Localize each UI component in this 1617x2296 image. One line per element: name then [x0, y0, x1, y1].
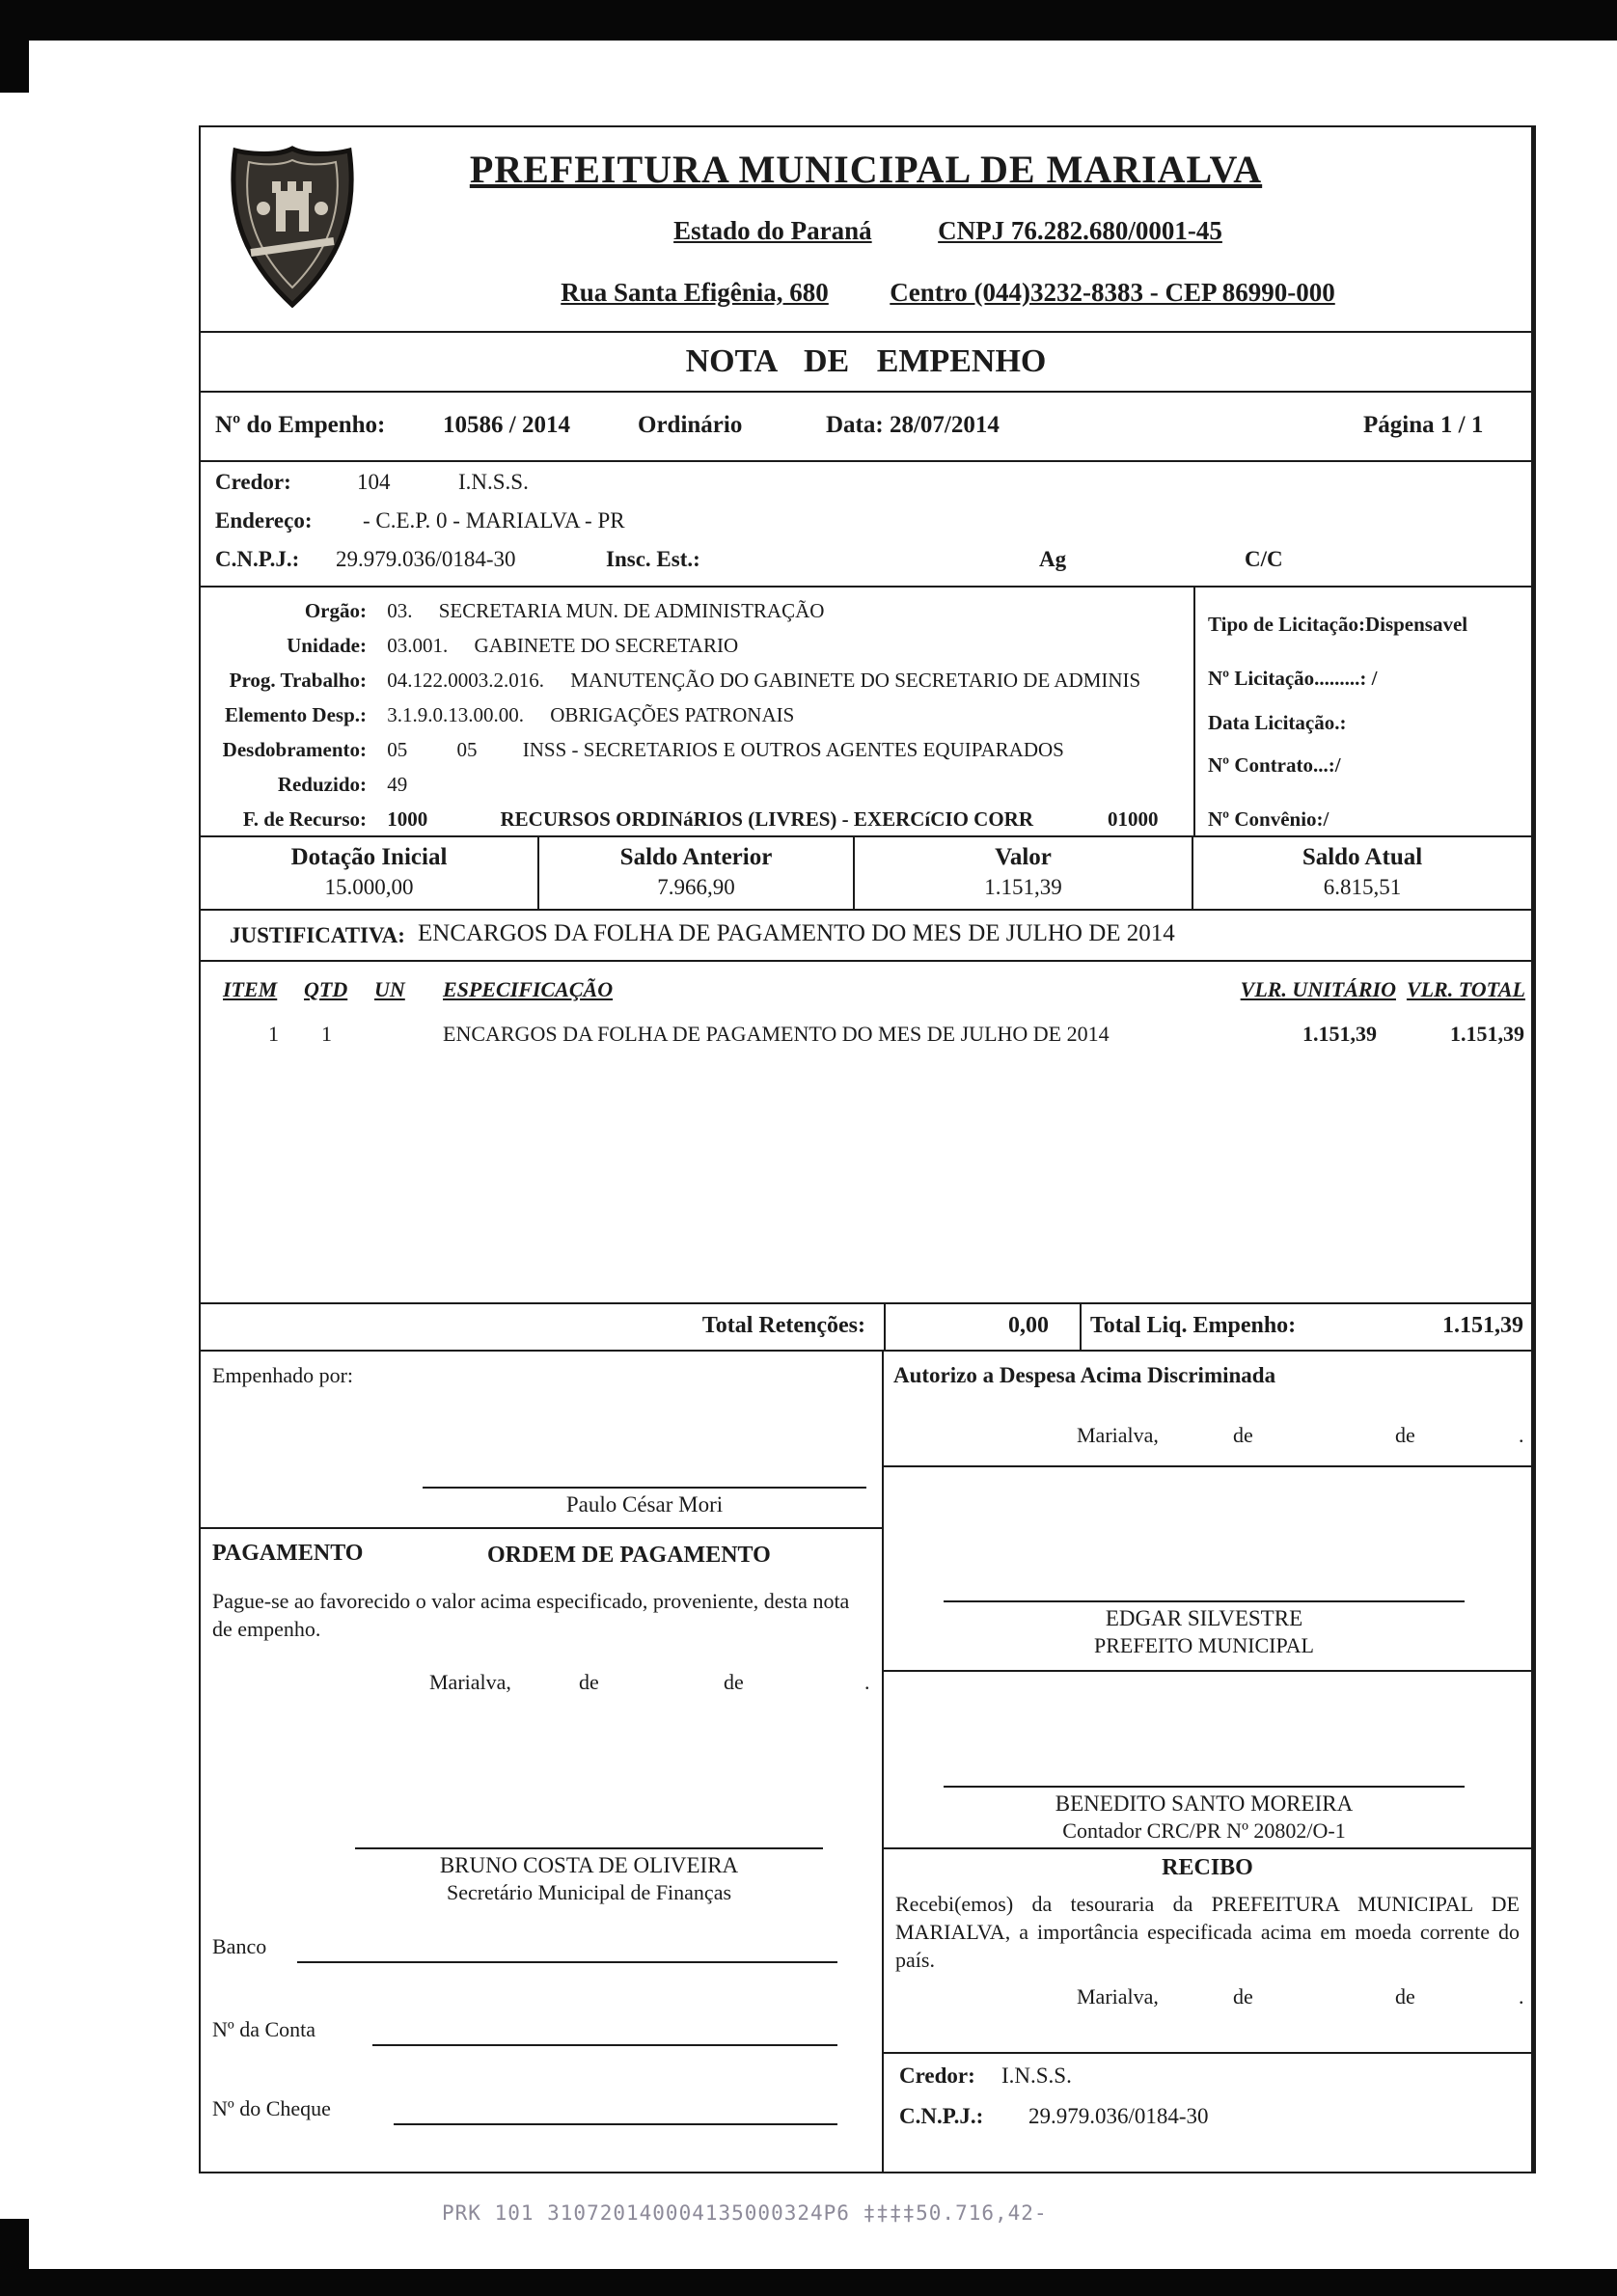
amount-col-saldo-atual — [1193, 837, 1531, 909]
header-address: Rua Santa Efigênia, 680 — [561, 278, 829, 307]
empenhado-label: Empenhado por: — [212, 1363, 354, 1387]
mayor-name: EDGAR SILVESTRE — [1105, 1606, 1303, 1630]
finance-title: Secretário Municipal de Finanças — [446, 1880, 732, 1904]
auth-box-top — [884, 1465, 1531, 1467]
doc-title-row — [201, 333, 1531, 393]
header-contact: Centro (044)3232-8383 - CEP 86990-000 — [890, 278, 1335, 307]
recibo-credor-value: I.N.S.S. — [1001, 2064, 1072, 2088]
budget-row-elemento — [201, 697, 1187, 732]
city-recibo: Marialva, — [1077, 1984, 1159, 2009]
reduzido-label: Reduzido: — [277, 773, 367, 796]
ag-label: Ag — [1039, 547, 1067, 571]
de2-left: de — [724, 1670, 744, 1694]
retencoes-value: 0,00 — [1008, 1313, 1049, 1338]
cheque-line — [394, 2123, 837, 2125]
recibo-credor-label: Credor: — [899, 2064, 975, 2088]
scan-artifact-bottom-left — [0, 2219, 29, 2296]
recibo-cnpj-label: C.N.P.J.: — [899, 2104, 984, 2128]
items-table — [201, 962, 1531, 1304]
col-qtd: QTD — [304, 977, 348, 1001]
ordem-title: ORDEM DE PAGAMENTO — [487, 1543, 771, 1568]
scan-artifact-top-left — [0, 0, 29, 93]
de1-auth: de — [1233, 1423, 1253, 1447]
recibo-box-top — [884, 1847, 1531, 1849]
retencoes-label: Total Retenções: — [701, 1313, 865, 1338]
orgao-label: Orgão: — [304, 599, 367, 622]
col-item: ITEM — [223, 977, 278, 1001]
col-vlr-total: VLR. TOTAL — [1406, 977, 1525, 1001]
org-name: PREFEITURA MUNICIPAL DE MARIALVA — [469, 148, 1263, 191]
budget-row-desdobramento — [201, 732, 1187, 767]
empenhado-signature-line — [423, 1487, 866, 1489]
empenho-label: Nº do Empenho: — [215, 412, 386, 438]
cnpj-value: 29.979.036/0184-30 — [336, 547, 516, 571]
recibo-cnpj-value: 29.979.036/0184-30 — [1028, 2104, 1209, 2128]
licitacao-convenio: Nº Convênio:/ — [1208, 807, 1329, 831]
cc-label: C/C — [1245, 547, 1283, 571]
desdobramento-code2: 05 — [456, 738, 478, 761]
budget-row-unidade — [201, 628, 1187, 663]
item-qtd: 1 — [321, 1022, 332, 1046]
signatures-right-column — [884, 1352, 1531, 2172]
unidade-text: GABINETE DO SECRETARIO — [474, 634, 739, 657]
doc-title: NOTA DE EMPENHO — [685, 343, 1047, 379]
budget-row-recurso — [201, 802, 1187, 836]
form-header — [201, 127, 1531, 333]
amount-col-saldo-anterior — [539, 837, 855, 909]
unidade-code: 03.001. — [387, 634, 449, 657]
desdobramento-code: 05 — [387, 738, 408, 761]
scan-artifact-top-bar — [0, 0, 1617, 41]
signatures-left-column — [201, 1352, 884, 2172]
reduzido-code: 49 — [387, 773, 408, 796]
conta-label: Nº da Conta — [212, 2017, 316, 2041]
header-cnpj: CNPJ 76.282.680/0001-45 — [938, 216, 1222, 245]
de1-left: de — [579, 1670, 599, 1694]
valor-value: 1.151,39 — [984, 875, 1062, 899]
col-vlr-unit: VLR. UNITÁRIO — [1240, 977, 1396, 1001]
budget-row-prog — [201, 663, 1187, 697]
saldo-atual-label: Saldo Atual — [1302, 844, 1423, 870]
justificativa-label: JUSTIFICATIVA: — [230, 923, 405, 947]
dot-recibo: . — [1519, 1984, 1524, 2009]
autorizo-text: Autorizo a Despesa Acima Discriminada — [893, 1363, 1276, 1387]
finance-signature-line — [355, 1847, 823, 1849]
mayor-title: PREFEITO MUNICIPAL — [1094, 1633, 1314, 1657]
contador-signature-line — [944, 1786, 1465, 1788]
liq-label: Total Liq. Empenho: — [1090, 1313, 1297, 1338]
elemento-label: Elemento Desp.: — [225, 703, 367, 726]
contador-box-top — [884, 1670, 1531, 1672]
amounts-table — [201, 837, 1531, 911]
empenho-page: Página 1 / 1 — [1363, 412, 1484, 438]
de2-recibo: de — [1395, 1984, 1415, 2009]
elemento-code: 3.1.9.0.13.00.00. — [387, 703, 524, 726]
banco-line — [297, 1961, 837, 1963]
licitacao-numero: Nº Licitação.........: / — [1208, 667, 1378, 690]
licitacao-data: Data Licitação.: — [1208, 711, 1347, 734]
contador-name: BENEDITO SANTO MOREIRA — [1055, 1791, 1354, 1816]
prog-label: Prog. Trabalho: — [229, 669, 367, 692]
mayor-signature-line — [944, 1600, 1465, 1602]
conta-line — [372, 2044, 837, 2046]
orgao-text: SECRETARIA MUN. DE ADMINISTRAÇÃO — [438, 599, 825, 622]
saldo-anterior-value: 7.966,90 — [657, 875, 735, 899]
liq-value: 1.151,39 — [1442, 1313, 1523, 1338]
item-vlr-total: 1.151,39 — [1450, 1022, 1524, 1046]
recibo-credor-divider — [884, 2052, 1531, 2054]
credor-name: I.N.S.S. — [458, 470, 529, 494]
pagamento-title: PAGAMENTO — [212, 1541, 364, 1566]
justificativa-row — [201, 911, 1531, 962]
col-un: UN — [374, 977, 405, 1001]
totals-divider-2 — [1080, 1304, 1082, 1350]
endereco-value: - C.E.P. 0 - MARIALVA - PR — [363, 508, 625, 533]
insc-label: Insc. Est.: — [606, 547, 700, 571]
contador-title: Contador CRC/PR Nº 20802/O-1 — [1062, 1818, 1346, 1843]
saldo-anterior-label: Saldo Anterior — [619, 844, 773, 870]
empenho-type: Ordinário — [638, 412, 743, 438]
empenho-row — [201, 393, 1531, 462]
header-line2 — [365, 216, 1531, 246]
saldo-atual-value: 6.815,51 — [1323, 875, 1402, 899]
elemento-text: OBRIGAÇÕES PATRONAIS — [550, 703, 795, 726]
empenho-date: Data: 28/07/2014 — [826, 412, 1000, 438]
dot-matrix-print-line: PRK 101 310720140004135000324P6 ‡‡‡‡50.716,42- — [442, 2201, 1048, 2225]
de2-auth: de — [1395, 1423, 1415, 1447]
valor-label: Valor — [995, 844, 1052, 870]
dotacao-value: 15.000,00 — [324, 875, 414, 899]
prog-code: 04.122.0003.2.016. — [387, 669, 544, 692]
recurso-code: 1000 — [387, 807, 428, 831]
prog-text: MANUTENÇÃO DO GABINETE DO SECRETARIO DE ADMINIS — [570, 669, 1141, 692]
signatures-area — [201, 1352, 1531, 2172]
nota-de-empenho-form — [199, 125, 1536, 2173]
pague-text: Pague-se ao favorecido o valor acima especificado, proveniente, desta nota de empenho. — [212, 1589, 850, 1641]
recurso-text: RECURSOS ORDINáRIOS (LIVRES) - EXERCíCIO CORR — [500, 807, 1033, 831]
recibo-title: RECIBO — [1162, 1855, 1253, 1880]
totals-row — [201, 1304, 1531, 1352]
desdobramento-text: INSS - SECRETARIOS E OUTROS AGENTES EQUIPARADOS — [522, 738, 1064, 761]
banco-label: Banco — [212, 1934, 267, 1958]
dot-auth: . — [1519, 1423, 1524, 1447]
credor-label: Credor: — [215, 470, 291, 494]
orgao-code: 03. — [387, 599, 413, 622]
city-left: Marialva, — [429, 1670, 511, 1694]
pagamento-divider — [201, 1527, 882, 1529]
endereco-label: Endereço: — [215, 508, 313, 533]
totals-divider-1 — [884, 1304, 886, 1350]
budget-divider — [1193, 588, 1195, 835]
finance-name: BRUNO COSTA DE OLIVEIRA — [439, 1853, 739, 1877]
amount-col-valor — [855, 837, 1193, 909]
col-espec: ESPECIFICAÇÃO — [443, 977, 614, 1001]
credor-code: 104 — [357, 470, 391, 494]
budget-block — [201, 588, 1531, 837]
scan-artifact-bottom-bar — [0, 2269, 1617, 2296]
item-espec: ENCARGOS DA FOLHA DE PAGAMENTO DO MES DE JULHO DE 2014 — [443, 1022, 1110, 1046]
budget-left-column — [201, 593, 1187, 836]
justificativa-text: ENCARGOS DA FOLHA DE PAGAMENTO DO MES DE JULHO DE 2014 — [418, 920, 1175, 946]
recurso-label: F. de Recurso: — [242, 807, 367, 831]
unidade-label: Unidade: — [287, 634, 367, 657]
recurso-extra: 01000 — [1108, 807, 1159, 831]
header-state: Estado do Paraná — [673, 216, 872, 245]
dotacao-label: Dotação Inicial — [290, 844, 448, 870]
budget-row-reduzido — [201, 767, 1187, 802]
cnpj-label: C.N.P.J.: — [215, 547, 300, 571]
licitacao-contrato: Nº Contrato...:/ — [1208, 753, 1341, 777]
city-auth: Marialva, — [1077, 1423, 1159, 1447]
amount-col-dotacao — [201, 837, 539, 909]
desdobramento-label: Desdobramento: — [222, 738, 367, 761]
licitacao-tipo: Tipo de Licitação:Dispensavel — [1208, 613, 1468, 636]
budget-row-orgao — [201, 593, 1187, 628]
item-number: 1 — [268, 1022, 279, 1046]
recibo-text: Recebi(emos) da tesouraria da PREFEITURA MUNICIPAL DE MARIALVA, a importância especificada acima em moeda corrente do país. — [895, 1892, 1520, 1972]
empenhado-name: Paulo César Mori — [565, 1492, 724, 1517]
dot-left: . — [864, 1670, 870, 1694]
header-line3 — [365, 278, 1531, 308]
de1-recibo: de — [1233, 1984, 1253, 2009]
empenho-number: 10586 / 2014 — [443, 412, 570, 438]
item-vlr-unit: 1.151,39 — [1302, 1022, 1377, 1046]
credor-block — [201, 462, 1531, 588]
cheque-label: Nº do Cheque — [212, 2096, 331, 2120]
